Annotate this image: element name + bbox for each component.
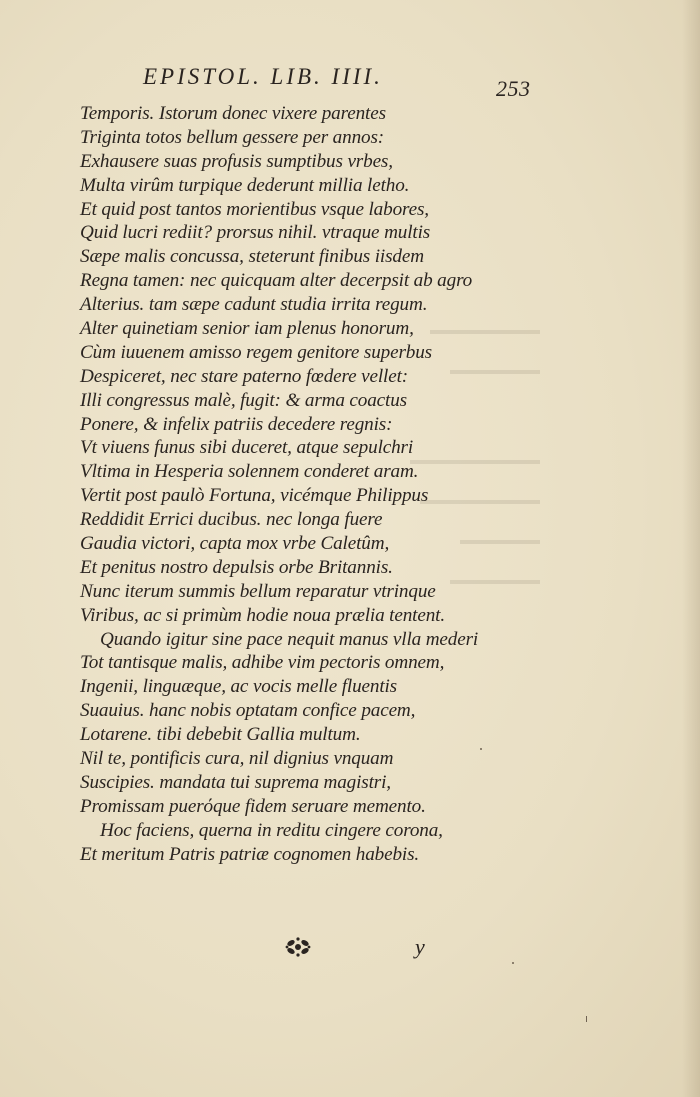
verse-line: Quid lucri rediit? prorsus nihil. vtraque multis <box>80 222 431 244</box>
verse-line: Hoc faciens, querna in reditu cingere corona, <box>100 819 443 841</box>
verse-line: Gaudia victori, capta mox vrbe Caletûm, <box>80 533 390 555</box>
verse-line: Reddidit Errici ducibus. nec longa fuere <box>80 509 383 531</box>
verse-line: Suauius. hanc nobis optatam confice pacem, <box>80 700 416 722</box>
verse-line: Et meritum Patris patriæ cognomen habebis. <box>80 843 420 865</box>
verse-line: Ponere, & infelix patriis decedere regnis: <box>80 413 393 435</box>
verse-line: Vltima in Hesperia solennem conderet aram. <box>80 461 419 483</box>
verse-line: Illi congressus malè, fugit: & arma coactus <box>80 389 407 411</box>
verse-line: Multa virûm turpique dederunt millia letho. <box>80 174 410 196</box>
verse-line: Tot tantisque malis, adhibe vim pectoris omnem, <box>80 652 445 674</box>
running-title: EPISTOL. LIB. IIII. <box>143 64 383 89</box>
verse-line: Regna tamen: nec quicquam alter decerpsit ab agro <box>80 270 473 292</box>
verse-line: Cùm iuuenem amisso regem genitore superbus <box>80 341 433 363</box>
signature-mark: y <box>415 934 425 959</box>
page-header <box>143 64 543 101</box>
verse-line: Temporis. Istorum donec vixere parentes <box>80 103 386 124</box>
verse-line: Vertit post paulò Fortuna, vicémque Philippus <box>80 485 429 507</box>
verse-block <box>80 102 550 867</box>
paper-speck <box>512 962 514 964</box>
page-footer <box>280 932 480 966</box>
verse-line: Sæpe malis concussa, steterunt finibus iisdem <box>80 246 424 268</box>
paper-speck <box>480 748 482 750</box>
page-number: 253 <box>496 76 531 101</box>
verse-line: Suscipies. mandata tui suprema magistri, <box>80 771 391 793</box>
verse-line: Nil te, pontificis cura, nil dignius vnquam <box>80 748 394 770</box>
paper-speck <box>586 1016 587 1022</box>
verse-line: Nunc iterum summis bellum reparatur vtrinque <box>80 580 436 602</box>
verse-line: Exhausere suas profusis sumptibus vrbes, <box>80 150 393 172</box>
fleuron-icon <box>285 936 311 958</box>
verse-line: Despiceret, nec stare paterno fœdere vellet: <box>80 365 408 387</box>
verse-line: Et quid post tantos morientibus vsque labores, <box>80 198 429 220</box>
verse-line: Triginta totos bellum gessere per annos: <box>80 126 385 148</box>
verse-line: Alterius. tam sæpe cadunt studia irrita regum. <box>80 294 428 316</box>
verse-line: Lotarene. tibi debebit Gallia multum. <box>80 724 361 746</box>
verse-line: Promissam puerόque fidem seruare memento. <box>80 795 426 817</box>
verse-line: Alter quinetiam senior iam plenus honorum, <box>80 318 414 340</box>
verse-line: Quando igitur sine pace nequit manus vlla mederi <box>100 628 479 650</box>
verse-line: Ingenii, linguæque, ac vocis melle fluentis <box>80 676 398 698</box>
verse-line: Vt viuens funus sibi duceret, atque sepulchri <box>80 437 414 459</box>
verse-line: Viribus, ac si primùm hodie noua prælia tentent. <box>80 604 445 626</box>
verse-line: Et penitus nostro depulsis orbe Britannis. <box>80 556 393 578</box>
